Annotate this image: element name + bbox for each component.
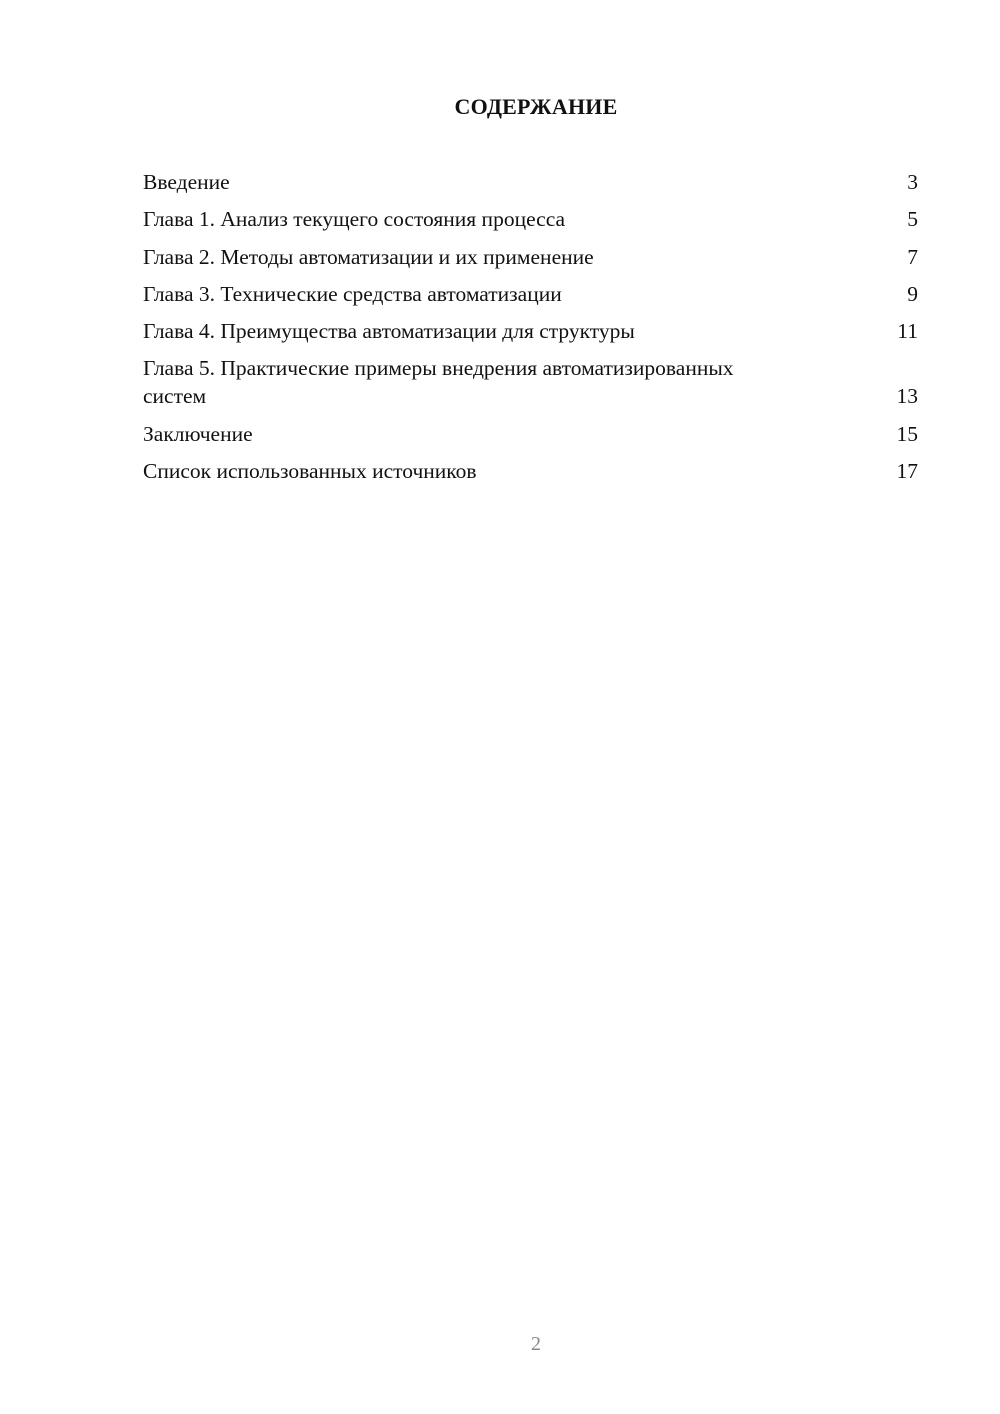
toc-entry-page: 7	[907, 244, 918, 269]
toc-entry-label: Заключение	[143, 421, 253, 446]
page-number: 2	[531, 1333, 541, 1355]
toc-entry-references	[143, 457, 918, 485]
toc-entry-label: Глава 3. Технические средства автоматизации	[143, 281, 562, 306]
page-title: СОДЕРЖАНИЕ	[454, 94, 618, 119]
toc-entry-page: 11	[897, 319, 918, 344]
toc-entry-chapter-4	[143, 317, 918, 345]
toc-entry-chapter-3	[143, 280, 918, 308]
toc-entry-page: 3	[907, 170, 918, 194]
toc-entry-page: 13	[896, 384, 918, 409]
toc-entry-chapter-1	[143, 205, 918, 233]
toc-entry-label: Список использованных источников	[143, 459, 477, 484]
toc-entry-label: Глава 5. Практические примеры внедрения автоматизированных систем	[143, 356, 734, 409]
toc-entry-page: 5	[907, 207, 918, 232]
toc-entry-label: Глава 1. Анализ текущего состояния процесса	[143, 207, 566, 232]
toc-entry-label: Введение	[143, 170, 230, 194]
toc-entry-chapter-2	[143, 243, 918, 271]
toc-entry-page: 9	[907, 281, 918, 306]
table-of-contents	[143, 168, 918, 494]
toc-entry-chapter-5	[143, 354, 918, 410]
toc-entry-conclusion	[143, 420, 918, 448]
toc-entry-introduction	[143, 168, 918, 196]
toc-entry-label: Глава 2. Методы автоматизации и их применение	[143, 244, 594, 269]
toc-entry-label: Глава 4. Преимущества автоматизации для структуры	[143, 319, 635, 344]
toc-entry-page: 15	[896, 421, 918, 446]
toc-entry-page: 17	[896, 459, 918, 484]
